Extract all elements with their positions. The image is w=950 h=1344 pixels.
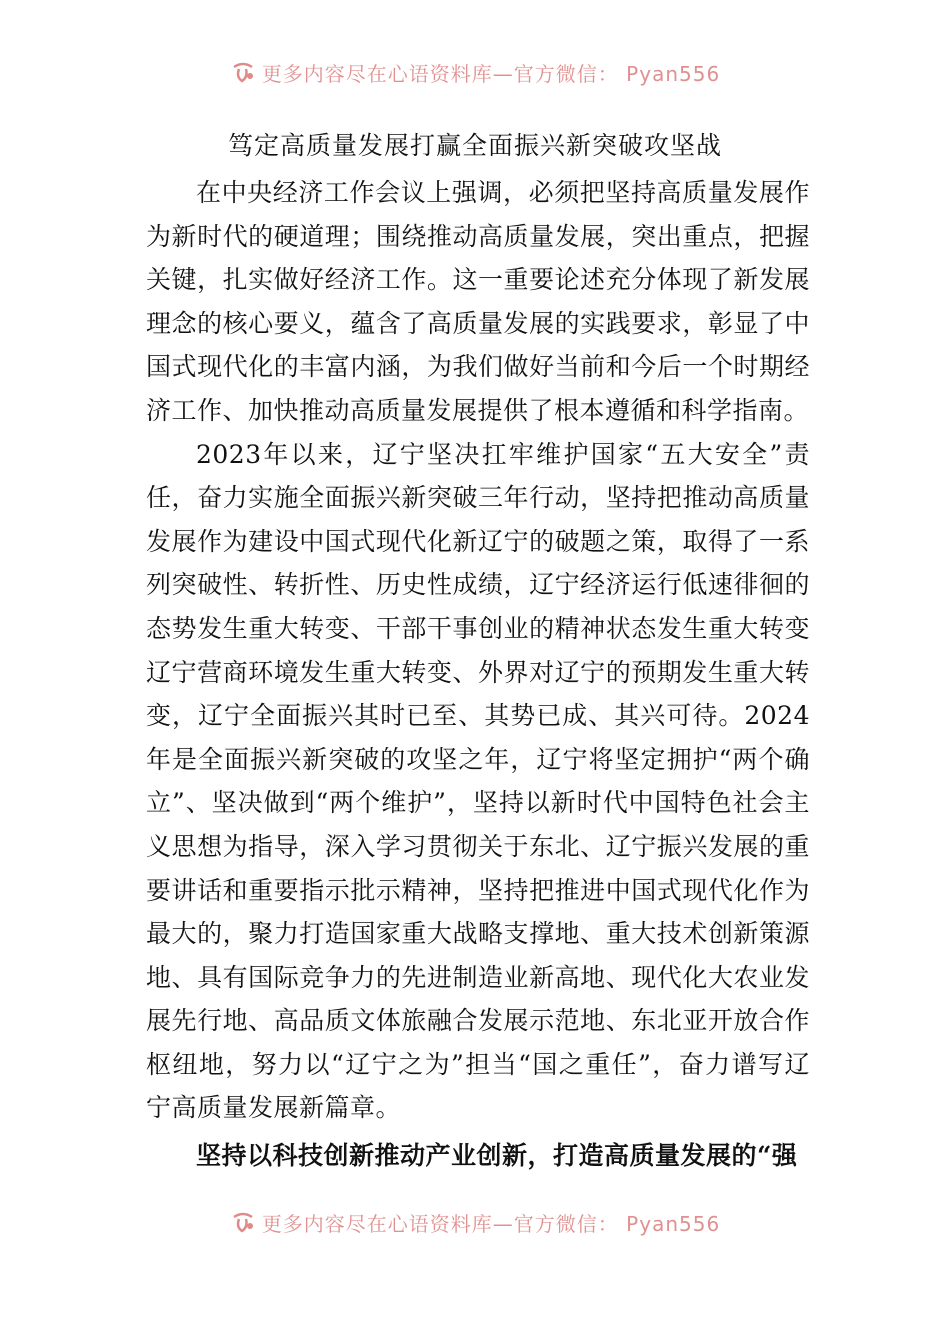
watermark-logo-icon [230,59,256,85]
watermark-logo-icon [230,1209,256,1235]
watermark-text: 更多内容尽在心语资料库—官方微信： Pyan556 [261,61,721,86]
paragraph-1: 在中央经济工作会议上强调，必须把坚持高质量发展作为新时代的硬道理；围绕推动高质量发展，突出重点，把握关键，扎实做好经济工作。这一重要论述充分体现了新发展理念的核心要义，蕴含了高质量发展的实践要求，彰显了中国式现代化的丰富内涵，为我们做好当前和今后一个时期经济工作、加快推动高质量发展提供了根本遵循和科学指南。 [146,178,810,425]
document-body [146,171,810,1178]
paragraph-2: 2023年以来，辽宁坚决扛牢维护国家“五大安全”责任，奋力实施全面振兴新突破三年行动，坚持把推动高质量发展作为建设中国式现代化新辽宁的破题之策，取得了一系列突破性、转折性、历史性成绩，辽宁经济运行低速徘徊的态势发生重大转变、干部干事创业的精神状态发生重大转变辽宁营商环境发生重大转变、外界对辽宁的预期发生重大转变，辽宁全面振兴其时已至、其势已成、其兴可待。2024年是全面振兴新突破的攻坚之年，辽宁将坚定拥护“两个确立”、坚决做到“两个维护”，坚持以新时代中国特色社会主义思想为指导，深入学习贯彻关于东北、辽宁振兴发展的重要讲话和重要指示批示精神，坚持把推进中国式现代化作为最大的，聚力打造国家重大战略支撑地、重大技术创新策源地、具有国际竞争力的先进制造业新高地、现代化大农业发展先行地、高品质文体旅融合发展示范地、东北亚开放合作枢纽地，努力以“辽宁之为”担当“国之重任”，奋力谱写辽宁高质量发展新篇章。 [146,439,810,1123]
watermark-text: 更多内容尽在心语资料库—官方微信： Pyan556 [261,1211,721,1236]
watermark-header [0,52,950,92]
section-heading: 坚持以科技创新推动产业创新，打造高质量发展的“强 [196,1141,798,1171]
document-title: 笃定高质量发展打赢全面振兴新突破攻坚战 [227,131,722,160]
watermark-footer [0,1202,950,1242]
